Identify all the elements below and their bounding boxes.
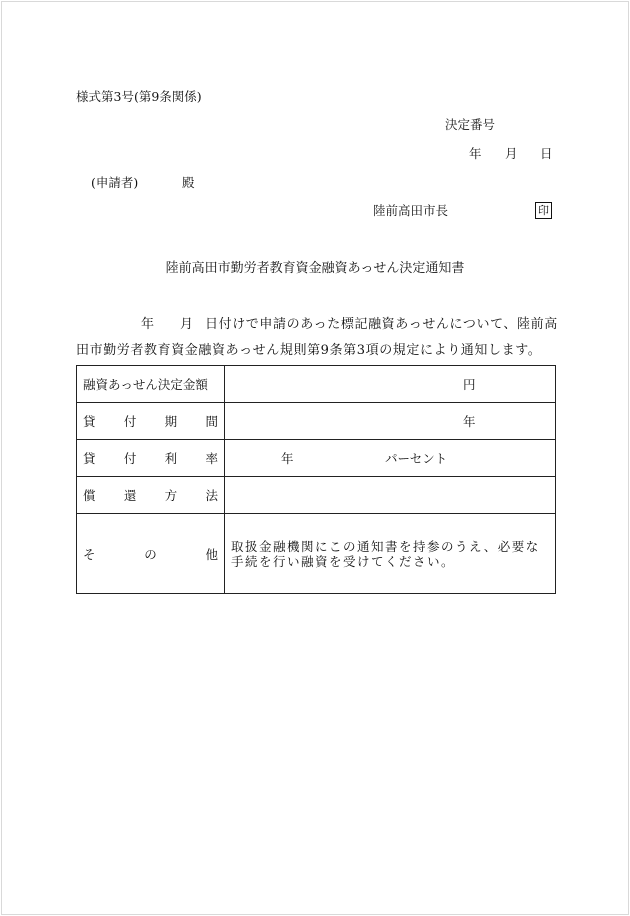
form-number: 様式第3号(第9条関係) — [76, 89, 202, 104]
label-char: 還 — [123, 488, 137, 503]
document-title: 陸前高田市勤労者教育資金融資あっせん決定通知書 — [165, 261, 465, 276]
loan-period-value — [225, 403, 556, 440]
repayment-method-label — [77, 477, 225, 514]
other-label — [77, 514, 225, 594]
body-month-label: 月 — [180, 317, 194, 332]
body-line-2: 田市勤労者教育資金融資あっせん規則第9条第3項の規定により通知します。 — [76, 343, 542, 358]
date-month-label: 月 — [505, 146, 518, 161]
amount-label: 融資あっせん決定金額 — [77, 366, 225, 403]
other-note: 取扱金融機関にこの通知書を持参のうえ、必要な手続を行い融資を受けてください。 — [231, 538, 540, 569]
years-unit: 年 — [463, 414, 476, 429]
label-char: 率 — [205, 451, 218, 466]
label-char: そ — [83, 546, 96, 562]
rate-year-unit: 年 — [281, 451, 294, 466]
loan-period-label — [77, 403, 225, 440]
seal-mark: 印 — [535, 202, 552, 219]
date-year-label: 年 — [469, 146, 482, 161]
label-char: 利 — [164, 451, 178, 466]
label-char: 償 — [83, 488, 96, 503]
decision-number-label: 決定番号 — [445, 117, 496, 132]
interest-rate-value — [225, 440, 556, 477]
other-value — [225, 514, 556, 594]
applicant-label: (申請者) — [91, 175, 139, 190]
interest-rate-label — [77, 440, 225, 477]
label-char: 間 — [205, 414, 218, 429]
issuer-name: 陸前高田市長 — [373, 203, 449, 218]
label-char: 付 — [123, 451, 137, 466]
label-char: 付 — [123, 414, 137, 429]
label-char: 方 — [164, 488, 178, 503]
honorific: 殿 — [182, 175, 195, 190]
percent-unit: パーセント — [385, 451, 448, 466]
loan-info-table — [76, 365, 556, 594]
label-char: 法 — [205, 488, 218, 503]
repayment-method-value — [225, 477, 556, 514]
amount-value — [225, 366, 556, 403]
label-char: 貸 — [83, 414, 96, 429]
table-row — [77, 514, 556, 594]
body-year-label: 年 — [141, 317, 155, 332]
label-char: 期 — [164, 414, 178, 429]
label-char: 貸 — [83, 451, 96, 466]
date-day-label: 日 — [540, 146, 553, 161]
table-row — [77, 403, 556, 440]
label-char: 他 — [205, 546, 218, 562]
table-row — [77, 440, 556, 477]
table-row — [77, 366, 556, 403]
table-row — [77, 477, 556, 514]
label-char: の — [144, 546, 157, 562]
body-text-1: 日付けで申請のあった標記融資あっせんについて、陸前高 — [205, 317, 558, 332]
yen-unit: 円 — [463, 377, 476, 392]
